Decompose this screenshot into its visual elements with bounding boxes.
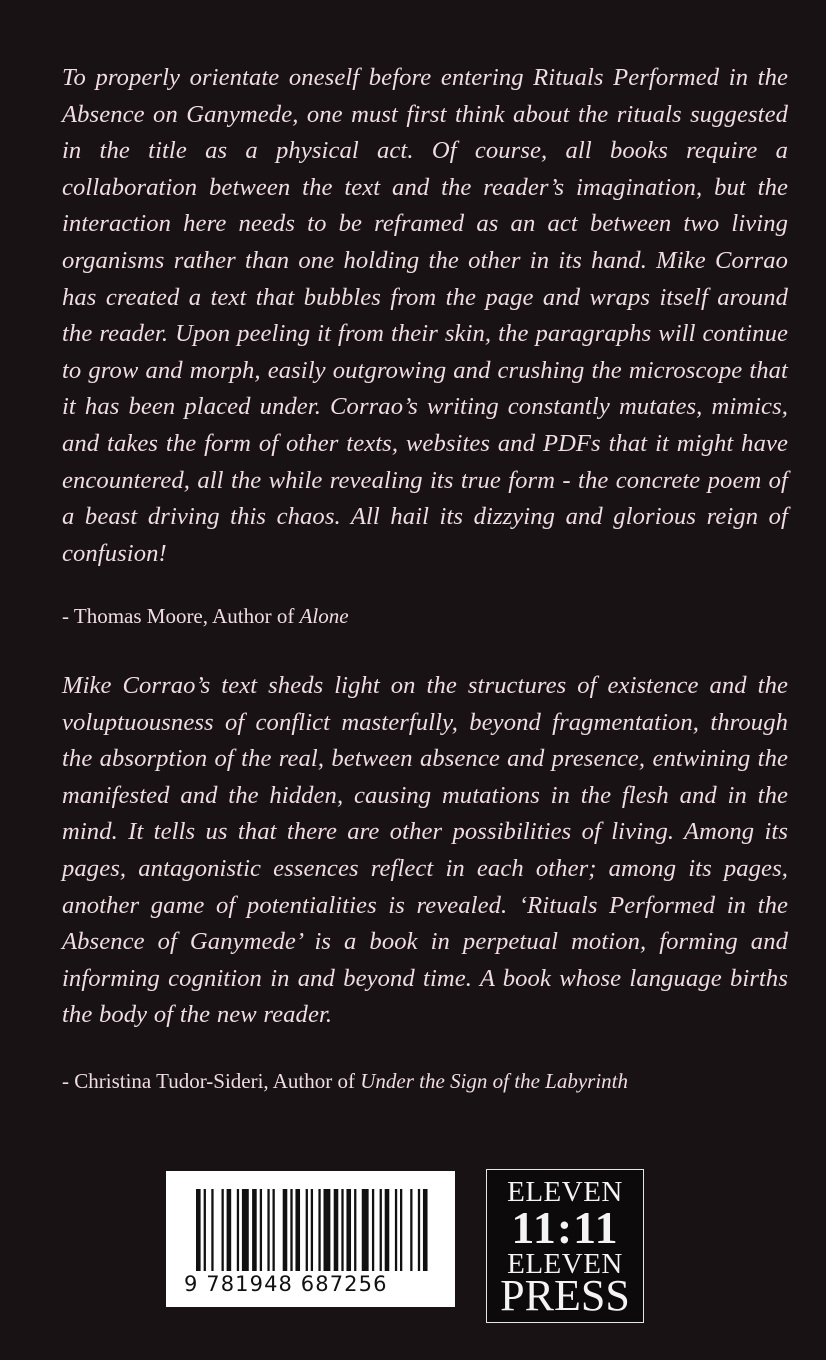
barcode-bar xyxy=(400,1189,402,1273)
logo-line-eleven-top: ELEVEN xyxy=(507,1176,623,1208)
barcode-bar xyxy=(354,1189,356,1273)
barcode-bar xyxy=(222,1189,224,1273)
attribution-work-title: Alone xyxy=(299,604,349,628)
attribution-prefix: - Christina Tudor-Sideri, Author of xyxy=(62,1069,361,1093)
barcode-bar xyxy=(334,1189,339,1273)
barcode-bar xyxy=(211,1189,213,1273)
barcode-bar xyxy=(418,1189,420,1273)
attribution-prefix: - Thomas Moore, Author of xyxy=(62,604,300,628)
publisher-logo xyxy=(486,1169,644,1323)
blurb-christina-tudor-sideri: Mike Corrao’s text sheds light on the structures of existence and the voluptuousness of conflict masterfully, beyond fragmentation, through the absorption of the real, between absence and presence, entwining the manifested and the hidden, causing mutations in the flesh and in the mind. It tells us that there are other possibilities of living. Among its pages, antagonistic essences reflect in each other; among its pages, another game of potentialities is revealed. ‘Rituals Performed in the Absence of Ganymede’ is a book in perpetual motion, forming and informing cognition in and beyond time. A book whose language births the body of the new reader. xyxy=(62,672,788,1029)
logo-line-press: PRESS xyxy=(500,1271,630,1320)
barcode-bar xyxy=(362,1189,369,1273)
barcode-bar xyxy=(410,1189,412,1273)
barcode-bar xyxy=(324,1189,331,1273)
barcode-bar xyxy=(227,1189,232,1273)
logo-line-numerals: 11:11 xyxy=(511,1202,619,1253)
barcode-bar xyxy=(267,1189,269,1273)
attribution-christina-tudor-sideri xyxy=(62,1068,628,1094)
barcode-bar xyxy=(295,1189,300,1273)
barcode-bar xyxy=(423,1189,428,1273)
barcode-bar xyxy=(237,1189,239,1273)
isbn-digits: 9 781948 687256 xyxy=(180,1271,446,1297)
barcode-bar xyxy=(273,1189,275,1273)
barcode-bar xyxy=(204,1189,206,1273)
attribution-work-title: Under the Sign of the Labyrinth xyxy=(360,1069,628,1093)
barcode-bar xyxy=(283,1189,288,1273)
barcode-bar xyxy=(380,1189,382,1273)
barcode-bar xyxy=(385,1189,390,1273)
attribution-thomas-moore xyxy=(62,603,349,629)
logo-line-eleven-bottom: ELEVEN xyxy=(507,1248,623,1280)
barcode-bar xyxy=(242,1189,249,1273)
barcode-bar xyxy=(341,1189,343,1273)
barcode-bar xyxy=(372,1189,374,1273)
barcode-bar xyxy=(318,1189,320,1273)
isbn-barcode xyxy=(166,1171,455,1307)
barcode-bar xyxy=(260,1189,262,1273)
barcode-bar xyxy=(196,1189,201,1273)
barcode-bar xyxy=(306,1189,308,1273)
barcode-bar xyxy=(346,1189,351,1273)
barcode-bar xyxy=(290,1189,292,1273)
barcode-bar xyxy=(252,1189,257,1273)
barcode-bar xyxy=(395,1189,397,1273)
blurb-thomas-moore: To properly orientate oneself before entering Rituals Performed in the Absence on Ganymede, one must first think about the rituals suggested in the title as a physical act. Of course, all books require a collaboration between the text and the reader’s imagination, but the interaction here needs to be reframed as an act between two living organisms rather than one holding the other in its hand. Mike Corrao has created a text that bubbles from the page and wraps itself around the reader. Upon peeling it from their skin, the paragraphs will continue to grow and morph, easily outgrowing and crushing the microscope that it has been placed under. Corrao’s writing constantly mutates, mimics, and takes the form of other texts, websites and PDFs that it might have encountered, all the while revealing its true form - the concrete poem of a beast driving this chaos. All hail its dizzying and glorious reign of confusion! xyxy=(62,64,788,567)
barcode-bar xyxy=(311,1189,313,1273)
